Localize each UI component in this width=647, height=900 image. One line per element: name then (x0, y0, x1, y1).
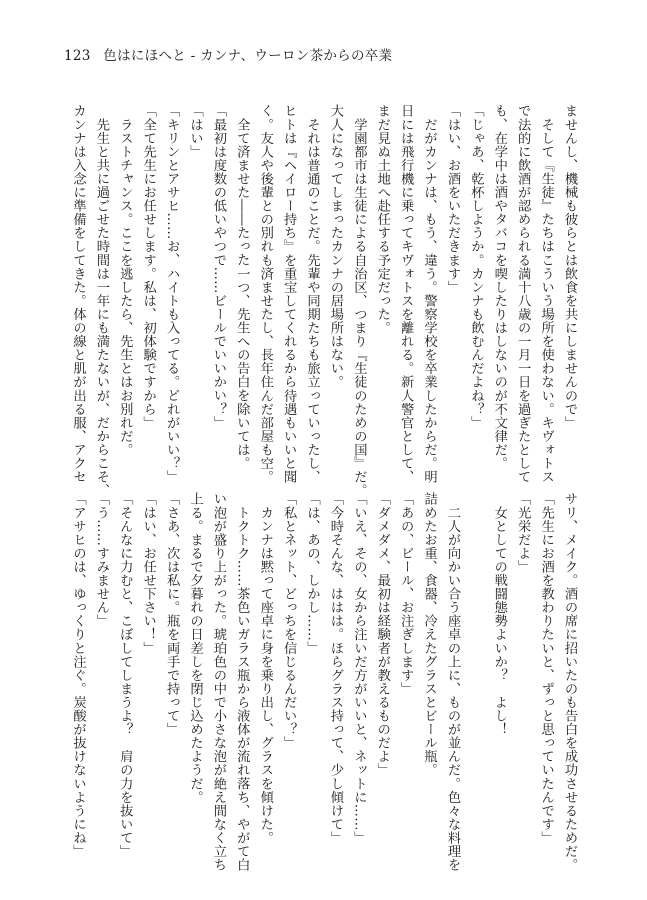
text-line: それは普通のことだ。先輩や同期たちも旅立っていったし、 (304, 104, 320, 484)
text-line: 「はい、お酒をいただきます」 (444, 104, 460, 294)
text-line: 「じゃあ、乾杯しようか。カンナも飲むんだよね？」 (468, 104, 484, 430)
text-line: 「光栄だよ」 (515, 492, 531, 574)
text-line: 「キリンとアサヒ……お、ハイトも入ってる。どれがいい？」 (164, 104, 180, 484)
text-line: ラストチャンス。ここを逃したら、先生とはお別れだ。 (117, 104, 133, 457)
text-line: 学園都市は生徒による自治区、つまり『生徒のための国』だ。 (351, 104, 367, 497)
text-line: 「全て先生にお任せします。私は、初体験ですから」 (140, 104, 156, 430)
text-line: 「は、あの、しかし……」 (304, 492, 320, 655)
text-line: い泡が盛り上がった。琥珀色の中で小さな泡が絶え間なく立ち (210, 492, 226, 872)
text-line: 「さあ、次は私に。瓶を両手で持って」 (164, 492, 180, 736)
text-line: 「はい、お任せ下さい！」 (140, 492, 156, 655)
text-line: 「ダメダメ、最初は経験者が教えるものだよ」 (374, 492, 390, 777)
text-line: 「私とネット、どっちを信じるんだい？」 (281, 492, 297, 750)
text-line: 「そんなに力むと、こぼしてしまうよ？ 肩の力を抜いて」 (117, 492, 133, 858)
text-block-lower (66, 492, 581, 872)
text-line: く。友人や後輩との別れも済ませたし、長年住んだ部屋も空。 (257, 104, 273, 484)
text-line: 「う……すみません」 (93, 492, 109, 628)
text-line: 先生と共に過ごせた時間は一年にも満たないが、だからこそ、 (93, 104, 109, 497)
text-line: トクトク……茶色いガラス瓶から液体が流れ落ち、やがて白 (234, 492, 250, 872)
running-title: 色はにほへと - カンナ、ウーロン茶からの卒業 (103, 48, 393, 64)
text-line: 「今時そんな、ははは。ほらグラス持って、少し傾けて」 (327, 492, 343, 845)
text-line: 「アサヒのは、ゆっくりと注ぐ。炭酸が抜けないようにね」 (70, 492, 86, 858)
text-line: 詰めたお重、食器、冷えたグラスとビール瓶。 (421, 492, 437, 777)
text-line (464, 492, 487, 862)
text-line: 「あの、ビール、お注ぎします」 (398, 492, 414, 696)
text-line: で法的に飲酒が認められる満十八歳の一月一日を過ぎたとして (515, 104, 531, 484)
text-line: 「いえ、その、女から注いだ方がいいと、ネットに……」 (351, 492, 367, 845)
page-number: 123 (64, 48, 91, 64)
text-line: 「はい」 (187, 104, 203, 159)
text-line: ヒトは『ヘイロー持ち』を重宝してくれるから待遇もいいと聞 (281, 104, 297, 484)
text-line: 大人になってしまったカンナの居場所はない。 (327, 104, 343, 389)
text-line: サリ、メイク。酒の席に招いたのも告白を成功させるためだ。 (562, 492, 577, 872)
text-line: 「最初は度数の低いやつで……ビールでいいかい？」 (210, 104, 226, 430)
text-line: 日には飛行機に乗ってキヴォトスを離れる。新人警官として、 (398, 104, 414, 484)
text-line: カンナは入念に準備をしてきた。体の線と肌が出る服、アクセ (70, 104, 86, 484)
text-line: まだ見ぬ土地へ赴任する予定だった。 (374, 104, 390, 335)
text-line: 女としての戦闘態勢よいか？ よし！ (491, 492, 507, 736)
text-line: 全て済ませた――たった一つ、先生への告白を除いては。 (234, 104, 250, 470)
text-line: ませんし、機械も彼らとは飲食を共にしませんので」 (562, 104, 577, 430)
text-line: だがカンナは、もう、違う。警察学校を卒業したからだ。明 (421, 104, 437, 484)
text-line: 二人が向かい合う座卓の上に、ものが並んだ。色々な料理を (444, 492, 460, 872)
text-line: そして『生徒』たちはこういう場所を使わない。キヴォトス (538, 104, 554, 484)
text-line: カンナは黙って座卓に身を乗り出し、グラスを傾けた。 (257, 492, 273, 845)
text-line: も、在学中は酒やタバコを喫したりはしないのが不文律だ。 (491, 104, 507, 470)
text-line: 「先生にお酒を教わりたいと、ずっと思っていたんです」 (538, 492, 554, 845)
text-line: 上る。まるで夕暮れの日差しを閉じ込めたようだ。 (187, 492, 203, 804)
page-header (64, 47, 392, 65)
text-block-upper (66, 104, 581, 497)
